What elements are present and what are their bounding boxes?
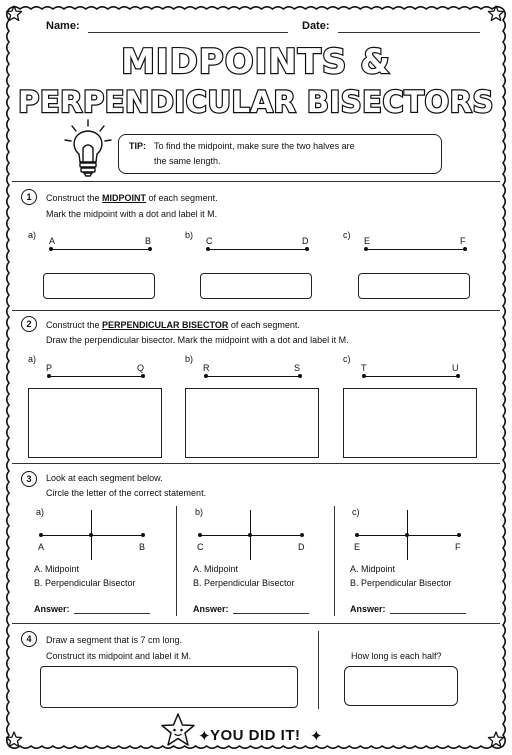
endpoint — [204, 374, 208, 378]
section2-instruction2: Draw the perpendicular bisector. Mark the midpoint with a dot and label it M. — [46, 335, 349, 345]
answer-box[interactable] — [358, 273, 470, 299]
answer-line[interactable] — [390, 613, 466, 614]
answer-box[interactable] — [43, 273, 155, 299]
section2-instruction: Construct the PERPENDICULAR BISECTOR of each segment. — [46, 320, 300, 330]
item-letter: c) — [343, 230, 351, 240]
item-letter: a) — [28, 230, 37, 240]
option-b[interactable]: B. Perpendicular Bisector — [193, 578, 295, 588]
construction-box[interactable] — [28, 388, 162, 458]
endpoint — [300, 533, 304, 537]
divider — [12, 181, 500, 182]
section2-keyword: PERPENDICULAR BISECTOR — [102, 320, 229, 330]
endpoint — [141, 533, 145, 537]
section1-instruction2: Mark the midpoint with a dot and label it M. — [46, 209, 218, 219]
lightbulb-icon — [62, 118, 114, 180]
endpoint — [463, 247, 467, 251]
endpoint — [298, 374, 302, 378]
sparkle-icon: ✦ — [310, 728, 323, 745]
divider — [12, 310, 500, 311]
line-segment — [49, 376, 143, 377]
point-label: E — [354, 542, 361, 552]
item-letter: b) — [185, 230, 194, 240]
endpoint — [456, 374, 460, 378]
section3-instruction1: Look at each segment below. — [46, 473, 163, 483]
line-segment — [364, 376, 458, 377]
endpoint — [47, 374, 51, 378]
point-label: D — [302, 236, 309, 246]
smiling-star-icon — [160, 712, 196, 748]
section1-keyword: MIDPOINT — [102, 193, 147, 203]
section1-number: 1 — [21, 189, 37, 205]
endpoint — [206, 247, 210, 251]
name-label: Name: — [46, 20, 80, 32]
endpoint — [148, 247, 152, 251]
sparkle-icon: ✦ — [198, 728, 211, 745]
item-letter: c) — [343, 354, 351, 364]
section2-number: 2 — [21, 316, 37, 332]
tip-text-line2: the same length. — [154, 156, 221, 166]
line-segment — [208, 249, 307, 250]
answer-box[interactable] — [344, 666, 458, 706]
section3-instruction2: Circle the letter of the correct statement. — [46, 488, 207, 498]
divider — [12, 463, 500, 464]
tip-text-line1: To find the midpoint, make sure the two halves are — [154, 141, 355, 151]
section4-instruction1: Draw a segment that is 7 cm long. — [46, 635, 183, 645]
footer-text: YOU DID IT! — [210, 727, 301, 744]
column-divider — [176, 506, 177, 616]
tip-label: TIP: — [129, 141, 146, 151]
answer-label: Answer: — [350, 604, 386, 614]
point-label: Q — [137, 363, 145, 373]
midpoint-dot — [248, 533, 252, 537]
endpoint — [198, 533, 202, 537]
point-label: F — [455, 542, 461, 552]
point-label: B — [139, 542, 146, 552]
answer-box[interactable] — [200, 273, 312, 299]
endpoint — [49, 247, 53, 251]
point-label: F — [460, 236, 466, 246]
column-divider — [318, 631, 319, 709]
point-label: T — [361, 363, 367, 373]
point-label: P — [46, 363, 53, 373]
item-letter: a) — [36, 507, 45, 517]
item-letter: c) — [352, 507, 360, 517]
midpoint-dot — [89, 533, 93, 537]
title-line1: MIDPOINTS & — [121, 42, 391, 82]
point-label: B — [145, 236, 152, 246]
answer-label: Answer: — [193, 604, 229, 614]
option-a[interactable]: A. Midpoint — [193, 564, 239, 574]
section4-question: How long is each half? — [351, 651, 442, 661]
construction-box[interactable] — [185, 388, 319, 458]
date-label: Date: — [302, 20, 330, 32]
line-segment — [206, 376, 300, 377]
item-letter: a) — [28, 354, 37, 364]
endpoint — [141, 374, 145, 378]
section4-number: 4 — [21, 631, 37, 647]
endpoint — [355, 533, 359, 537]
point-label: C — [206, 236, 213, 246]
line-segment — [366, 249, 465, 250]
option-b[interactable]: B. Perpendicular Bisector — [350, 578, 452, 588]
line-segment — [51, 249, 150, 250]
item-letter: b) — [185, 354, 194, 364]
section3-number: 3 — [21, 471, 37, 487]
answer-line[interactable] — [74, 613, 150, 614]
name-line[interactable] — [88, 32, 288, 33]
point-label: R — [203, 363, 210, 373]
answer-line[interactable] — [233, 613, 309, 614]
point-label: U — [452, 363, 459, 373]
divider — [12, 623, 500, 624]
column-divider — [334, 506, 335, 616]
point-label: D — [298, 542, 305, 552]
point-label: C — [197, 542, 204, 552]
item-letter: b) — [195, 507, 204, 517]
date-line[interactable] — [338, 32, 480, 33]
endpoint — [364, 247, 368, 251]
point-label: A — [38, 542, 45, 552]
endpoint — [362, 374, 366, 378]
point-label: S — [294, 363, 301, 373]
answer-label: Answer: — [34, 604, 70, 614]
option-a[interactable]: A. Midpoint — [350, 564, 396, 574]
midpoint-dot — [405, 533, 409, 537]
section4-instruction2: Construct its midpoint and label it M. — [46, 651, 192, 661]
point-label: A — [49, 236, 56, 246]
construction-box[interactable] — [343, 388, 477, 458]
title-line2: PERPENDICULAR BISECTORS — [18, 85, 494, 119]
option-b[interactable]: B. Perpendicular Bisector — [34, 578, 136, 588]
option-a[interactable]: A. Midpoint — [34, 564, 80, 574]
endpoint — [39, 533, 43, 537]
drawing-box[interactable] — [40, 666, 298, 708]
point-label: E — [364, 236, 371, 246]
endpoint — [457, 533, 461, 537]
endpoint — [305, 247, 309, 251]
section1-instruction: Construct the MIDPOINT of each segment. — [46, 193, 218, 203]
